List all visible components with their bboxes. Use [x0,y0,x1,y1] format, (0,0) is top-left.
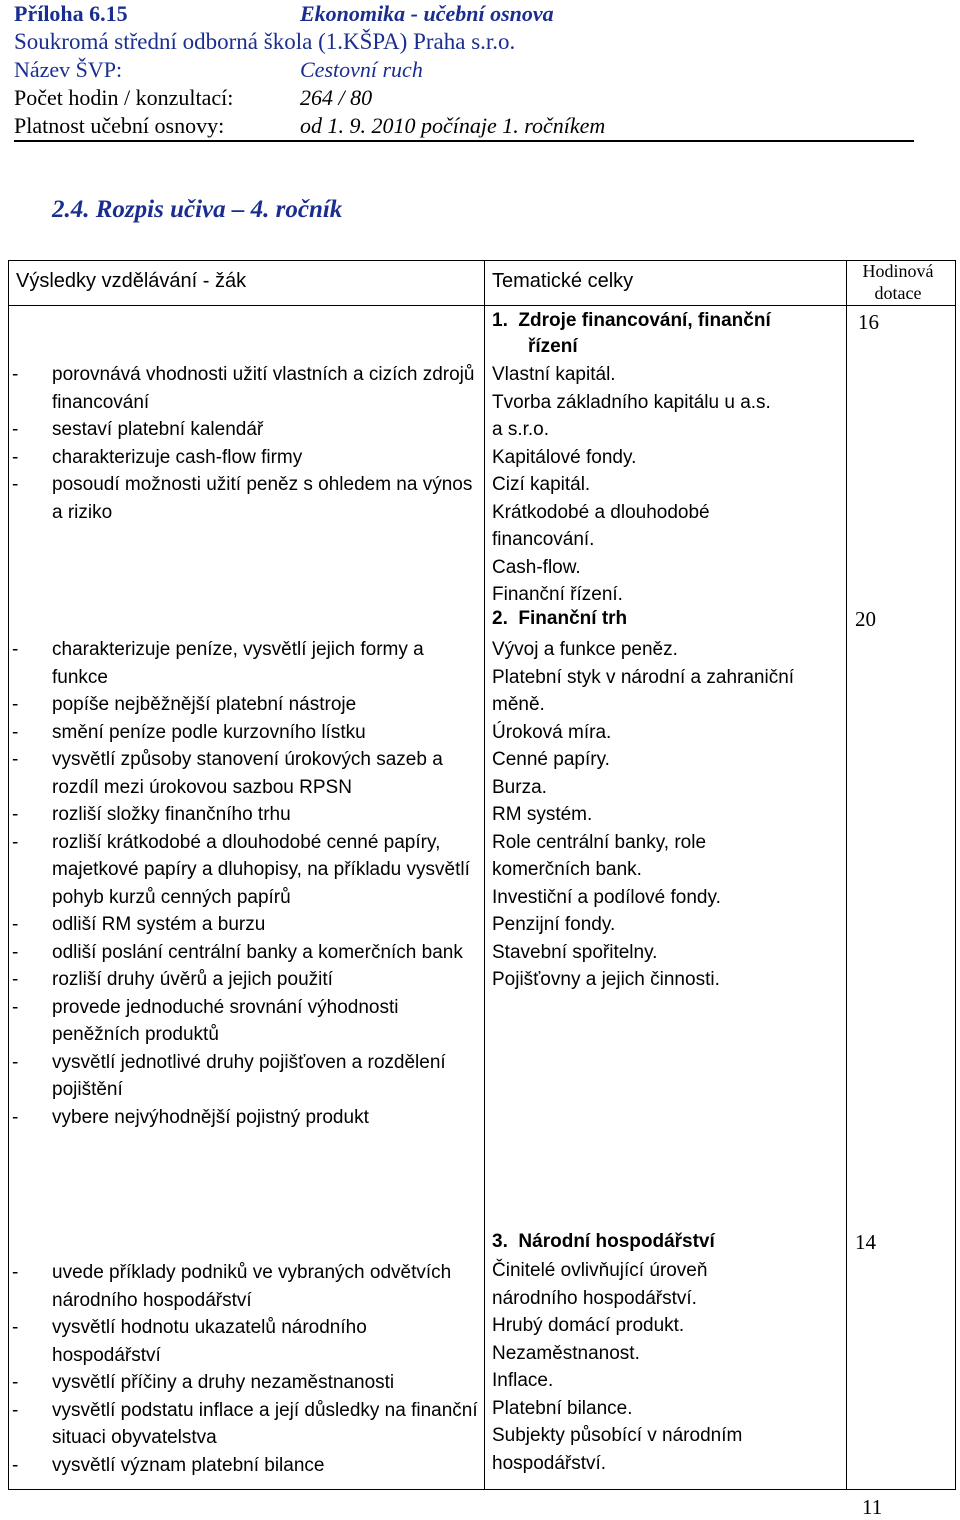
header-svp-row [14,56,914,84]
topic-line: Tvorba základního kapitálu u a.s. [492,391,771,413]
topic-line: Role centrální banky, role [492,831,707,853]
header-valid-row [14,112,914,140]
topic-line: Pojišťovny a jejich činnosti. [492,969,720,990]
topic-line: národního hospodářství. [492,1287,697,1309]
list-item: - rozliší krátkodobé a dlouhodobé cenné papíry, majetkové papíry a dluhopisy, na příkladu vysvětlí pohyb kurzů cenných papírů [10,829,478,912]
topic-line: Cenné papíry. [492,749,610,770]
block3-title: 3. Národní hospodářství [492,1231,715,1252]
list-item: - vybere nejvýhodnější pojistný produkt [10,1104,478,1132]
annex-subject: Ekonomika - učební osnova [300,1,554,26]
topic-line: Činitelé ovlivňující úroveň [492,1260,708,1281]
page-number: 11 [862,1495,883,1519]
topic-line: měně. [492,694,545,715]
topic-line: Vývoj a funkce peněz. [492,639,678,660]
topic-line: RM systém. [492,804,593,825]
header-annex-row [14,0,914,28]
list-item: - smění peníze podle kurzovního lístku [10,719,478,747]
block1-title-cont: řízení [528,336,578,357]
list-item: - vysvětlí příčiny a druhy nezaměstnanosti [10,1369,478,1397]
section-title: 2.4. Rozpis učiva – 4. ročník [52,196,343,223]
topic-line: hospodářství. [492,1452,607,1474]
block1-hours: 16 [858,310,879,334]
block3-outcomes [10,1259,478,1479]
topic-line: financování. [492,529,595,550]
annex-label: Příloha 6.15 [14,1,128,26]
school-name: Soukromá střední odborná škola (1.KŠPA) Praha s.r.o. [14,29,516,54]
topic-line: Penzijní fondy. [492,914,616,935]
topic-line: a s.r.o. [492,419,550,440]
list-item: - rozliší složky finančního trhu [10,801,478,829]
list-item: - charakterizuje peníze, vysvětlí jejich formy a funkce [10,636,478,691]
topic-line: Kapitálové fondy. [492,446,637,468]
header-hours-row [14,84,914,112]
list-item: - popíše nejběžnější platební nástroje [10,691,478,719]
list-item: - uvede příklady podniků ve vybraných odvětvích národního hospodářství [10,1259,478,1314]
valid-value: od 1. 9. 2010 počínaje 1. ročníkem [300,113,606,138]
list-item: - vysvětlí způsoby stanovení úrokových sazeb a rozdíl mezi úrokovou sazbou RPSN [10,746,478,801]
list-item: - charakterizuje cash-flow firmy [10,444,480,472]
list-item: - vysvětlí podstatu inflace a její důsledky na finanční situaci obyvatelstva [10,1397,478,1452]
topic-line: Inflace. [492,1370,554,1391]
topic-line: komerčních bank. [492,859,642,880]
svp-value: Cestovní ruch [300,57,423,82]
list-item: - vysvětlí hodnotu ukazatelů národního hospodářství [10,1314,478,1369]
topic-line: Subjekty působící v národním [492,1425,743,1446]
block3-hours: 14 [855,1230,876,1254]
block3-topics [492,1257,842,1477]
list-item: - provede jednoduché srovnání výhodnosti peněžních produktů [10,994,478,1049]
col-header-topics: Tematické celky [492,270,634,292]
list-item: - odliší poslání centrální banky a komerčních bank [10,939,478,967]
list-item: - posoudí možnosti užití peněz s ohledem na výnos a riziko [10,471,480,526]
svp-label: Název ŠVP: [14,57,123,82]
col-header-hours: Hodinová dotace [862,261,934,303]
list-item: - sestaví platební kalendář [10,416,480,444]
block1-outcomes [10,361,480,526]
topic-line: Burza. [492,776,547,798]
block2-outcomes [10,636,478,1131]
hours-value: 264 / 80 [300,85,373,110]
topic-line: Cizí kapitál. [492,474,591,495]
topic-line: Stavební spořitelny. [492,941,658,963]
list-item: - odliší RM systém a burzu [10,911,478,939]
block1-title: 1. Zdroje financování, finanční [492,310,771,331]
list-item: - vysvětlí jednotlivé druhy pojišťoven a rozdělení pojištění [10,1049,478,1104]
topic-line: Nezaměstnanost. [492,1342,640,1364]
hours-label: Počet hodin / konzultací: [14,85,234,110]
topic-line: Úroková míra. [492,721,612,743]
block2-topics [492,636,842,994]
topic-line: Platební styk v národní a zahraniční [492,666,795,688]
col-header-outcomes: Výsledky vzdělávání - žák [16,270,247,292]
topic-line: Hrubý domácí produkt. [492,1315,685,1336]
block1-topics [492,361,842,609]
block2-hours: 20 [855,607,876,631]
topic-line: Krátkodobé a dlouhodobé [492,501,710,523]
list-item: - rozliší druhy úvěrů a jejich použití [10,966,478,994]
topic-line: Platební bilance. [492,1397,633,1419]
list-item: - porovnává vhodnosti užití vlastních a cizích zdrojů financování [10,361,480,416]
topic-line: Cash-flow. [492,556,581,578]
list-item: - vysvětlí význam platební bilance [10,1452,478,1480]
topic-line: Investiční a podílové fondy. [492,886,721,908]
valid-label: Platnost učební osnovy: [14,113,225,138]
header-rule [14,140,914,142]
topic-line: Finanční řízení. [492,584,623,605]
block2-title: 2. Finanční trh [492,608,628,629]
topic-line: Vlastní kapitál. [492,364,616,385]
